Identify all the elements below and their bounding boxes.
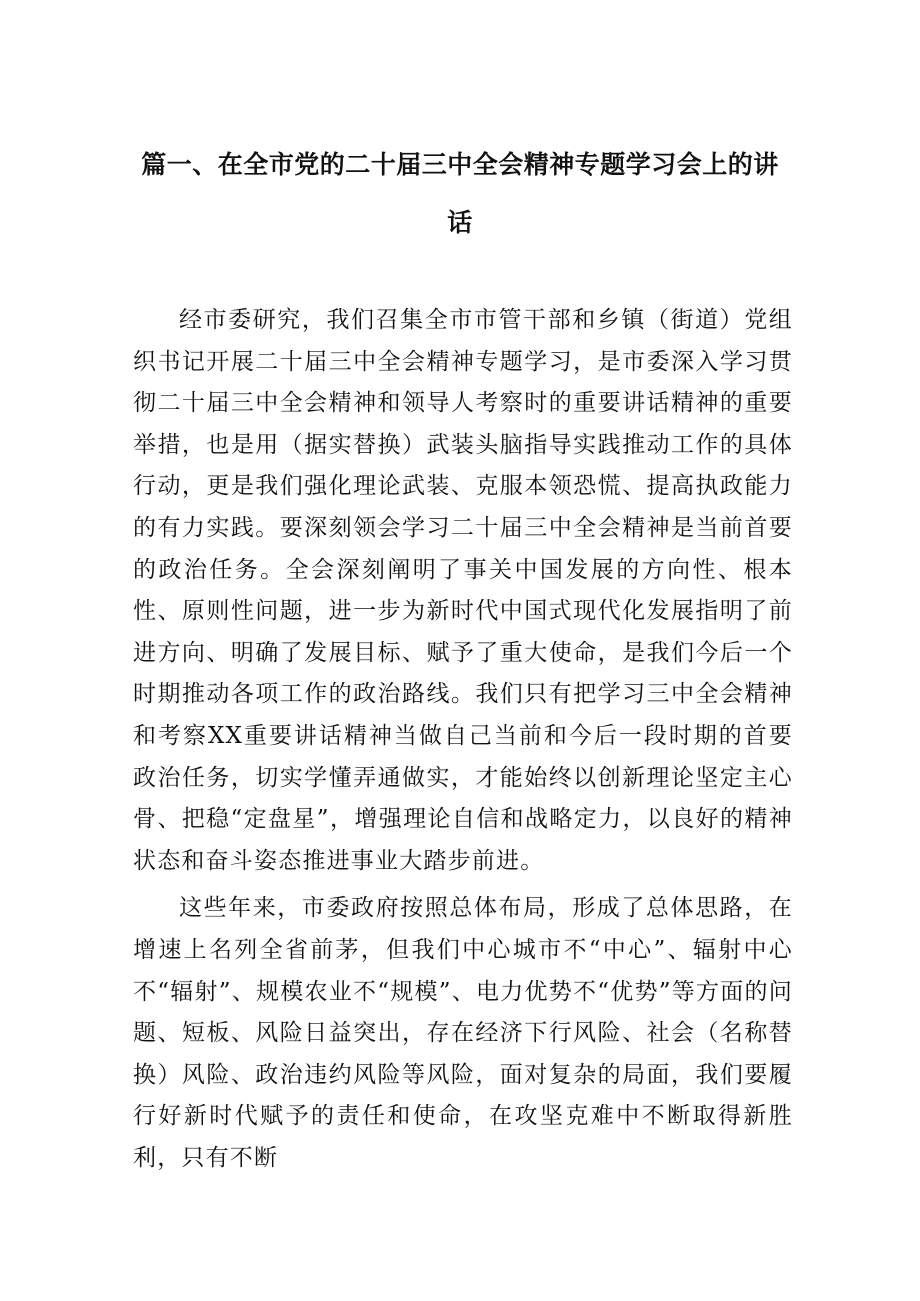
document-body bbox=[133, 300, 793, 1179]
paragraph-2: 这些年来，市委政府按照总体布局，形成了总体思路，在增速上名列全省前茅，但我们中心城市不“中心”、辐射中心不“辐射”、规模农业不“规模”、电力优势不“优势”等方面的问题、短板、风险日益突出，存在经济下行风险、社会（名称替换）风险、政治违约风险等风险，面对复杂的局面，我们要履行好新时代赋予的责任和使命，在攻坚克难中不断取得新胜利，只有不断 bbox=[133, 895, 793, 1171]
document-title: 篇一、在全市党的二十届三中全会精神专题学习会上的讲话 bbox=[141, 150, 779, 237]
paragraph-1: 经市委研究，我们召集全市市管干部和乡镇（街道）党组织书记开展二十届三中全会精神专题学习，是市委深入学习贯彻二十届三中全会精神和领导人考察时的重要讲话精神的重要举措，也是用（据实替换）武装头脑指导实践推动工作的具体行动，更是我们强化理论武装、克服本领恐慌、提高执政能力的有力实践。要深刻领会学习二十届三中全会精神是当前首要的政治任务。全会深刻阐明了事关中国发展的方向性、根本性、原则性问题，进一步为新时代中国式现代化发展指明了前进方向、明确了发展目标、赋予了重大使命，是我们今后一个时期推动各项工作的政治路线。我们只有把学习三中全会精神和考察XX重要讲话精神当做自己当前和今后一段时期的首要政治任务，切实学懂弄通做实，才能始终以创新理论坚定主心骨、把稳“定盘星”，增强理论自信和战略定力，以良好的精神状态和奋斗姿态推进事业大踏步前进。 bbox=[133, 307, 793, 874]
